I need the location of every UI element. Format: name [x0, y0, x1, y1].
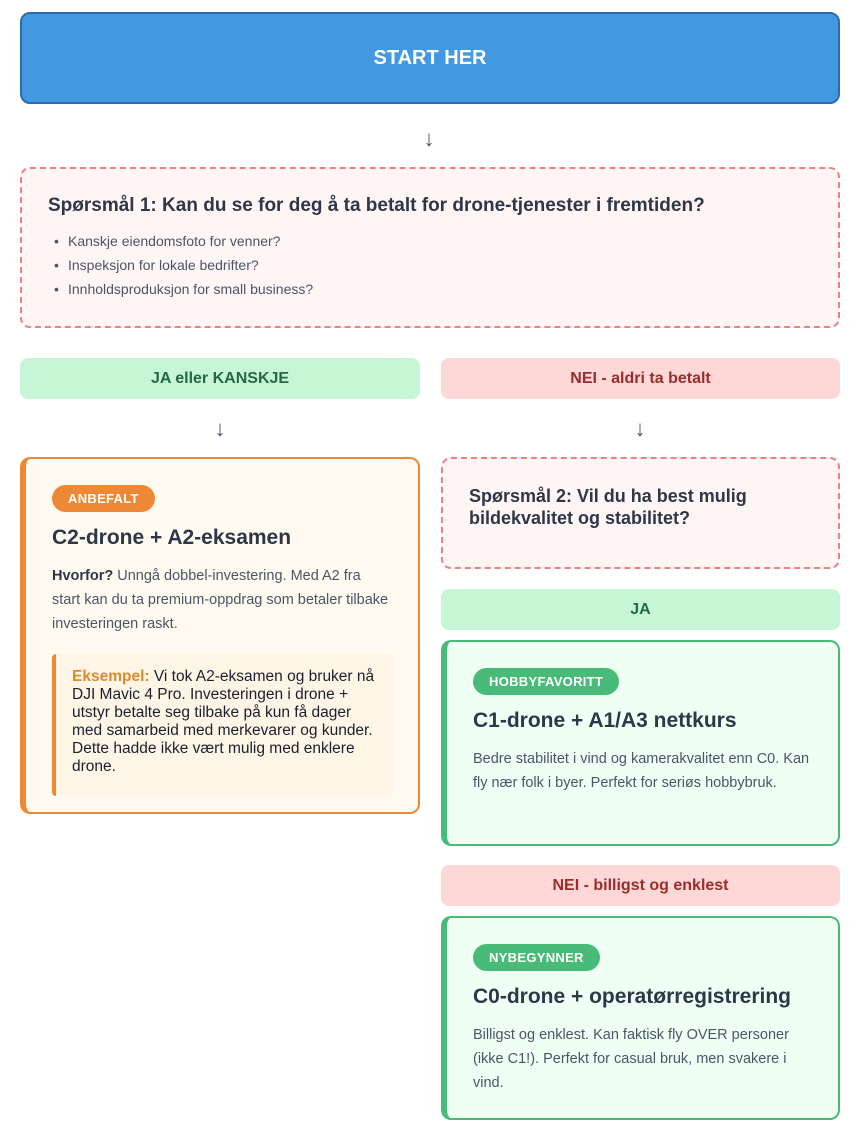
branch-q2-yes-label — [441, 589, 840, 630]
card-c2-recommended — [20, 457, 420, 814]
badge-beginner: NYBEGYNNER — [473, 944, 600, 971]
card-c1-description: Bedre stabilitet i vind og kamerakvalitet enn C0. Kan fly nær folk i byer. Perfekt for seriøs hobbybruk. — [473, 751, 810, 791]
start-label: START HER — [373, 46, 487, 69]
card-c2-description — [52, 564, 392, 636]
example-text: Vi tok A2-eksamen og bruker nå DJI Mavic 4 Pro. Investeringen i drone + utstyr betalte seg tilbake på kun få dager med samarbeid med merkevarer og kunder. Dette hadde ikke vært mulig med enklere drone. — [72, 668, 375, 775]
branch-q2-no-label — [441, 865, 840, 906]
list-item: • Innholdsproduksjon for small business? — [68, 277, 812, 301]
branch-q2-no-text: NEI - billigst og enklest — [552, 876, 729, 894]
list-item: • Inspeksjon for lokale bedrifter? — [68, 253, 812, 277]
branch-q2-yes-text: JA — [630, 600, 651, 618]
question-1-title: Spørsmål 1: Kan du se for deg å ta betalt for drone-tjenester i fremtiden? — [48, 195, 705, 216]
why-text: Unngå dobbel-investering. Med A2 fra start kan du ta premium-oppdrag som betaler tilbake investeringen raskt. — [52, 568, 389, 632]
arrow-down-icon: ↓ — [214, 416, 226, 441]
branch-no-label — [441, 358, 840, 399]
card-c1-title: C1-drone + A1/A3 nettkurs — [473, 709, 737, 732]
start-node — [20, 12, 840, 104]
branch-no-text: NEI - aldri ta betalt — [570, 369, 711, 387]
question-2-box — [441, 457, 840, 569]
why-label: Hvorfor? — [52, 568, 114, 584]
card-c0-title: C0-drone + operatørregistrering — [473, 985, 791, 1008]
branch-yes-text: JA eller KANSKJE — [150, 369, 290, 387]
question-1-list — [48, 229, 812, 301]
question-2-title: Spørsmål 2: Vil du ha best mulig bildekvalitet og stabilitet? — [469, 486, 747, 528]
question-1-box — [20, 167, 840, 328]
badge-hobby-favorite: HOBBYFAVORITT — [473, 668, 619, 695]
badge-recommended: ANBEFALT — [52, 485, 155, 512]
card-c0-beginner — [441, 916, 840, 1120]
example-label: Eksempel: — [72, 668, 150, 685]
list-item: • Kanskje eiendomsfoto for venner? — [68, 229, 812, 253]
arrow-down-icon: ↓ — [634, 416, 646, 441]
card-c2-title: C2-drone + A2-eksamen — [52, 526, 292, 549]
card-c1-hobby — [441, 640, 840, 846]
example-callout — [52, 654, 392, 796]
card-c0-description: Billigst og enklest. Kan faktisk fly OVER personer (ikke C1!). Perfekt for casual bruk, men svakere i vind. — [473, 1027, 789, 1091]
arrow-down-icon: ↓ — [423, 126, 435, 151]
branch-yes-label — [20, 358, 420, 399]
